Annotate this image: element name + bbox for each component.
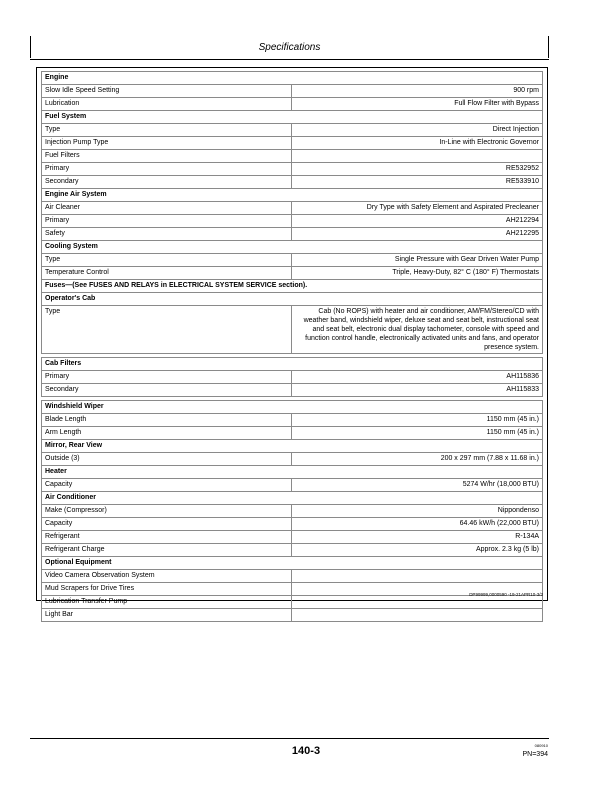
spec-row	[42, 202, 543, 215]
spec-row	[42, 531, 543, 544]
section-header-row	[42, 466, 543, 479]
spec-box	[36, 67, 548, 618]
section-label: Cooling System	[42, 241, 543, 254]
spec-value: Full Flow Filter with Bypass	[292, 98, 543, 111]
spec-row	[42, 479, 543, 492]
spec-row	[42, 215, 543, 228]
section-header-row	[42, 280, 543, 293]
spec-value: AH115836	[292, 371, 543, 384]
section-header-row	[42, 401, 543, 414]
spec-label: Video Camera Observation System	[42, 570, 292, 583]
pn-number: PN=394	[522, 751, 548, 758]
section-header-row	[42, 241, 543, 254]
spec-value: 1150 mm (45 in.)	[292, 427, 543, 440]
spec-label: Primary	[42, 215, 292, 228]
spec-row	[42, 267, 543, 280]
spec-value	[292, 596, 543, 609]
spec-value: 900 rpm	[292, 85, 543, 98]
spec-label: Type	[42, 124, 292, 137]
spec-row	[42, 453, 543, 466]
spec-label: Light Bar	[42, 609, 292, 622]
spec-value: Nippondenso	[292, 505, 543, 518]
spec-label: Outside (3)	[42, 453, 292, 466]
spec-table	[41, 71, 543, 622]
spec-label: Capacity	[42, 479, 292, 492]
spec-value	[292, 150, 543, 163]
spec-row	[42, 306, 543, 354]
header-rule	[30, 59, 549, 60]
spec-value: In-Line with Electronic Governor	[292, 137, 543, 150]
spec-row	[42, 384, 543, 397]
spec-value: 5274 W/hr (18,000 BTU)	[292, 479, 543, 492]
spec-label: Mud Scrapers for Drive Tires	[42, 583, 292, 596]
section-label: Mirror, Rear View	[42, 440, 543, 453]
spec-row	[42, 505, 543, 518]
page-number: 140-3	[291, 745, 321, 757]
section-header-row	[42, 557, 543, 570]
spec-label: Injection Pump Type	[42, 137, 292, 150]
page-header	[30, 36, 549, 58]
spec-label: Secondary	[42, 384, 292, 397]
spec-row	[42, 609, 543, 622]
spec-label: Primary	[42, 163, 292, 176]
spec-value: 200 x 297 mm (7.88 x 11.68 in.)	[292, 453, 543, 466]
spec-value: R-134A	[292, 531, 543, 544]
reference-code: DP99999,0000590 -19-21APR10-3/3	[469, 592, 543, 597]
spec-row	[42, 85, 543, 98]
spec-value: RE532952	[292, 163, 543, 176]
spec-row	[42, 137, 543, 150]
spec-label: Safety	[42, 228, 292, 241]
spec-value: AH212294	[292, 215, 543, 228]
spec-label: Primary	[42, 371, 292, 384]
section-header-row	[42, 189, 543, 202]
spec-label: Air Cleaner	[42, 202, 292, 215]
spec-row	[42, 544, 543, 557]
section-header-row	[42, 72, 543, 85]
header-title: Specifications	[258, 42, 321, 53]
spec-label: Fuel Filters	[42, 150, 292, 163]
spec-value: RE533910	[292, 176, 543, 189]
spec-label: Type	[42, 306, 292, 354]
spec-label: Blade Length	[42, 414, 292, 427]
section-label: Optional Equipment	[42, 557, 543, 570]
section-label: Heater	[42, 466, 543, 479]
spec-label: Lubrication	[42, 98, 292, 111]
spec-label: Secondary	[42, 176, 292, 189]
section-label: Engine Air System	[42, 189, 543, 202]
spec-value: AH212295	[292, 228, 543, 241]
spec-label: Make (Compressor)	[42, 505, 292, 518]
spec-value: Dry Type with Safety Element and Aspirated Precleaner	[292, 202, 543, 215]
spec-value: 1150 mm (45 in.)	[292, 414, 543, 427]
footer-date-code: 080910	[534, 743, 548, 748]
section-label: Fuses—(See FUSES AND RELAYS in ELECTRICAL SYSTEM SERVICE section).	[42, 280, 543, 293]
spec-label: Slow Idle Speed Setting	[42, 85, 292, 98]
spec-label: Temperature Control	[42, 267, 292, 280]
spec-value: AH115833	[292, 384, 543, 397]
spec-label: Refrigerant Charge	[42, 544, 292, 557]
spec-row	[42, 124, 543, 137]
spec-row	[42, 583, 543, 596]
spec-row	[42, 570, 543, 583]
spec-label: Lubrication Transfer Pump	[42, 596, 292, 609]
spec-row	[42, 176, 543, 189]
section-label: Fuel System	[42, 111, 543, 124]
spec-value: Approx. 2.3 kg (5 lb)	[292, 544, 543, 557]
spec-row	[42, 228, 543, 241]
section-header-row	[42, 111, 543, 124]
spec-row	[42, 518, 543, 531]
spec-value: Triple, Heavy-Duty, 82° C (180° F) Thermostats	[292, 267, 543, 280]
spec-value	[292, 609, 543, 622]
spec-row	[42, 150, 543, 163]
spec-row	[42, 371, 543, 384]
spec-label: Capacity	[42, 518, 292, 531]
spec-label: Arm Length	[42, 427, 292, 440]
section-label: Engine	[42, 72, 543, 85]
section-label: Air Conditioner	[42, 492, 543, 505]
section-header-row	[42, 492, 543, 505]
spec-row	[42, 596, 543, 609]
spec-row	[42, 427, 543, 440]
section-label: Cab Filters	[42, 358, 543, 371]
spec-value	[292, 570, 543, 583]
spec-value: Single Pressure with Gear Driven Water Pump	[292, 254, 543, 267]
section-header-row	[42, 358, 543, 371]
spec-row	[42, 414, 543, 427]
spec-label: Type	[42, 254, 292, 267]
spec-row	[42, 254, 543, 267]
spec-value: 64.46 kW/h (22,000 BTU)	[292, 518, 543, 531]
spec-label: Refrigerant	[42, 531, 292, 544]
spec-row	[42, 163, 543, 176]
spec-row	[42, 98, 543, 111]
section-header-row	[42, 293, 543, 306]
section-header-row	[42, 440, 543, 453]
section-label: Windshield Wiper	[42, 401, 543, 414]
spec-value: Cab (No ROPS) with heater and air conditioner, AM/FM/Stereo/CD with weather band, windshield wiper, deluxe seat and seat belt, instructional seat and seat belt, electronic dual display tachometer, console with speed and function control handle, electronically activated units and fans, and operator presence system.	[292, 306, 543, 354]
footer-rule	[30, 738, 549, 739]
spec-value: Direct Injection	[292, 124, 543, 137]
section-label: Operator's Cab	[42, 293, 543, 306]
